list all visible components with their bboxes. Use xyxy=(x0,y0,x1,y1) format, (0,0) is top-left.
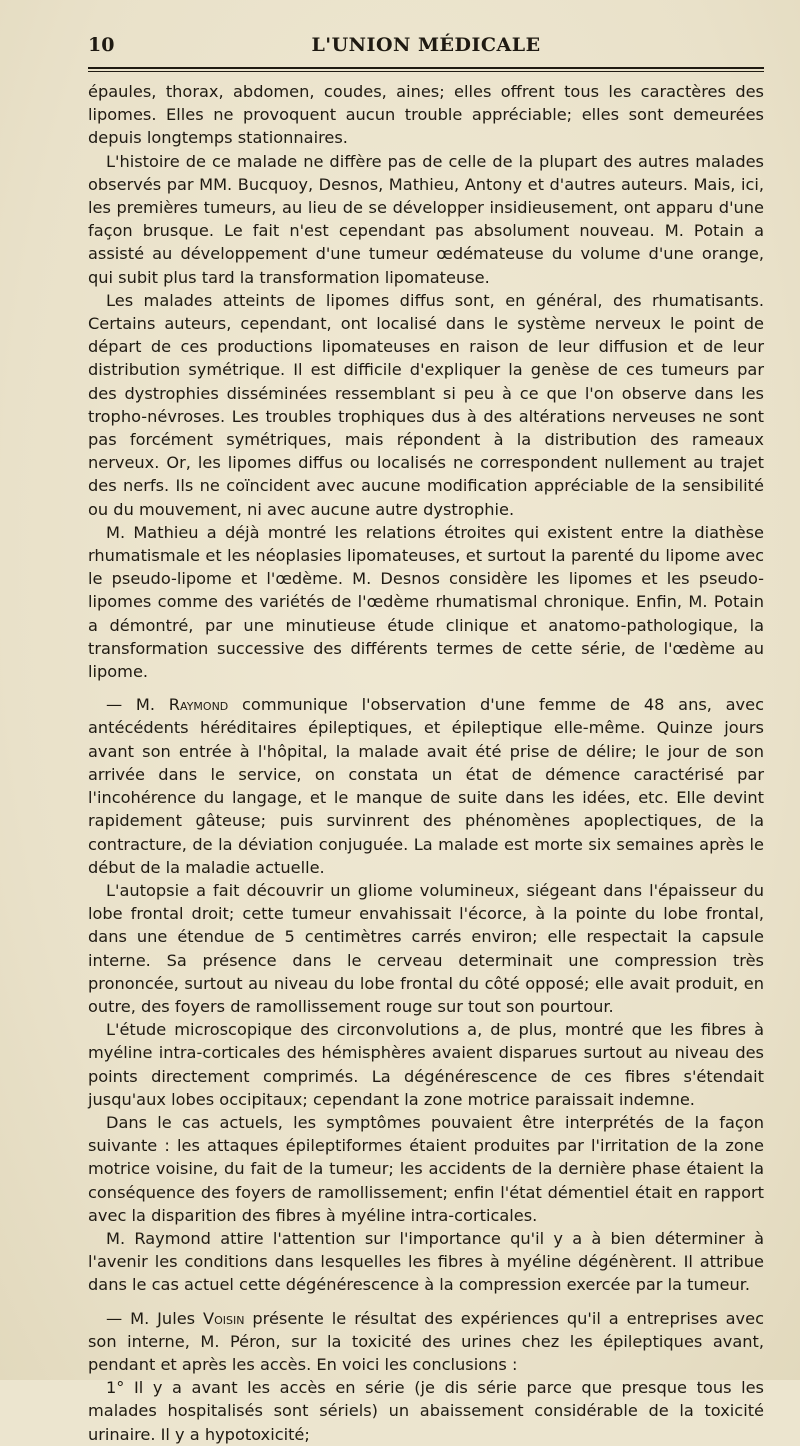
paragraph-10 xyxy=(88,1307,764,1377)
paragraph-6: L'autopsie a fait découvrir un gliome volumineux, siégeant dans l'épaisseur du lobe frontal droit; cette tumeur envahissait l'écorce, à la pointe du lobe frontal, dans une étendue de 5 centimètres carrés environ; elle respectait la capsule interne. Sa présence dans le cerveau determinait une compression très prononcée, surtout au niveau du lobe frontal du côté opposé; elle avait produit, en outre, des foyers de ramollissement rouge sur tout son pourtour. xyxy=(88,880,764,1016)
author-name-voisin: Voisin xyxy=(203,1308,245,1328)
paragraph-3: Les malades atteints de lipomes diffus sont, en général, des rhumatisants. Certains auteurs, cependant, ont localisé dans le système nerveux le point de départ de ces productions lipomateuses en raison de leur diffusion et de leur distribution symétrique. Il est difficile d'expliquer la genèse de ces tumeurs par des dystrophies disséminées ressemblant si peu à ce que l'on observe dans les tropho-névroses. Les troubles trophiques dus à des altérations nerveuses ne sont pas forcément symétriques, mais répondent à la distribution des rameaux nerveux. Or, les lipomes diffus ou localisés ne correspondent nullement au trajet des nerfs. Ils ne coïncident avec aucune modification appréciable de la sensibilité ou du mouvement, ni avec aucune autre dystrophie. xyxy=(88,290,764,519)
paragraph-5-prefix: — M. xyxy=(106,695,169,715)
article-body xyxy=(88,80,764,1446)
paragraph-4: M. Mathieu a déjà montré les relations étroites qui existent entre la diathèse rhumatismale et les néoplasies lipomateuses, et surtout la parenté du lipome avec le pseudo-lipome et l'œdème. M. Desnos considère les lipomes et les pseudo-lipomes comme des variétés de l'œdème rhumatismal chronique. Enfin, M. Potain a démontré, par une minutieuse étude clinique et anatomo-pathologique, la transformation successive des différents termes de cette série, de l'œdème au lipome. xyxy=(88,522,764,682)
paragraph-7: L'étude microscopique des circonvolutions a, de plus, montré que les fibres à myéline intra-corticales des hémisphères avaient disparues surtout au niveau des points directement comprimés. La dégénérescence de ces fibres s'étendait jusqu'aux lobes occipitaux; cependant la zone motrice paraissait indemne. xyxy=(88,1020,764,1109)
paragraph-10-text: présente le résultat des expériences qu'il a entreprises avec son interne, M. Péron, sur la toxicité des urines chez les épileptiques avant, pendant et après les accès. En voici les conclusions : xyxy=(88,1308,764,1374)
paragraph-10-prefix: — M. Jules xyxy=(106,1308,204,1328)
author-name-raymond: Raymond xyxy=(168,695,229,715)
paragraph-5 xyxy=(88,693,764,879)
paragraph-2: L'histoire de ce malade ne diffère pas de celle de la plupart des autres malades observés par MM. Bucquoy, Desnos, Mathieu, Antony et d'autres auteurs. Mais, ici, les premières tumeurs, au lieu de se développer insidieusement, ont apparu d'une façon brusque. Le fait n'est cependant pas absolument nouveau. M. Potain a assisté au développement d'une tumeur œdémateuse du volume d'une orange, qui subit plus tard la transformation lipomateuse. xyxy=(88,151,764,287)
page-number: 10 xyxy=(88,34,115,56)
header-rule xyxy=(88,67,764,72)
running-title: L'UNION MÉDICALE xyxy=(311,34,541,56)
paragraph-1: épaules, thorax, abdomen, coudes, aines; elles offrent tous les caractères des lipomes. Elles ne provoquent aucun trouble appréciable; elles sont demeurées depuis longtemps stationnaires. xyxy=(88,82,764,148)
paragraph-11: 1° Il y a avant les accès en série (je dis série parce que presque tous les malades hospitalisés sont sériels) un abaissement considérable de la toxicité urinaire. Il y a hypotoxicité; xyxy=(88,1378,764,1444)
paragraph-9: M. Raymond attire l'attention sur l'importance qu'il y a à bien déterminer à l'avenir les conditions dans lesquelles les fibres à myéline dégénèrent. Il attribue dans le cas actuel cette dégénérescence à la compression exercée par la tumeur. xyxy=(88,1228,764,1295)
paragraph-5-text: communique l'observation d'une femme de 48 ans, avec antécédents héréditaires épileptiques, et épileptique elle-même. Quinze jours avant son entrée à l'hôpital, la malade avait été prise de délire; le jour de son arrivée dans le service, on constata un état de démence caractérisé par l'incohérence du langage, et le manque de suite dans les idées, etc. Elle devint rapidement gâteuse; puis survinrent des phénomènes apoplectiques, de la contracture, de la déviation conjuguée. La malade est morte six semaines après le début de la maladie actuelle. xyxy=(88,695,764,877)
page-header xyxy=(88,30,764,60)
paragraph-8: Dans le cas actuels, les symptômes pouvaient être interprétés de la façon suivante : les attaques épileptiformes étaient produites par l'irritation de la zone motrice voisine, du fait de la tumeur; les accidents de la dernière phase étaient la conséquence des foyers de ramollissement; enfin l'état démentiel était en rapport avec la disparition des fibres à myéline intra-corticales. xyxy=(88,1112,764,1225)
